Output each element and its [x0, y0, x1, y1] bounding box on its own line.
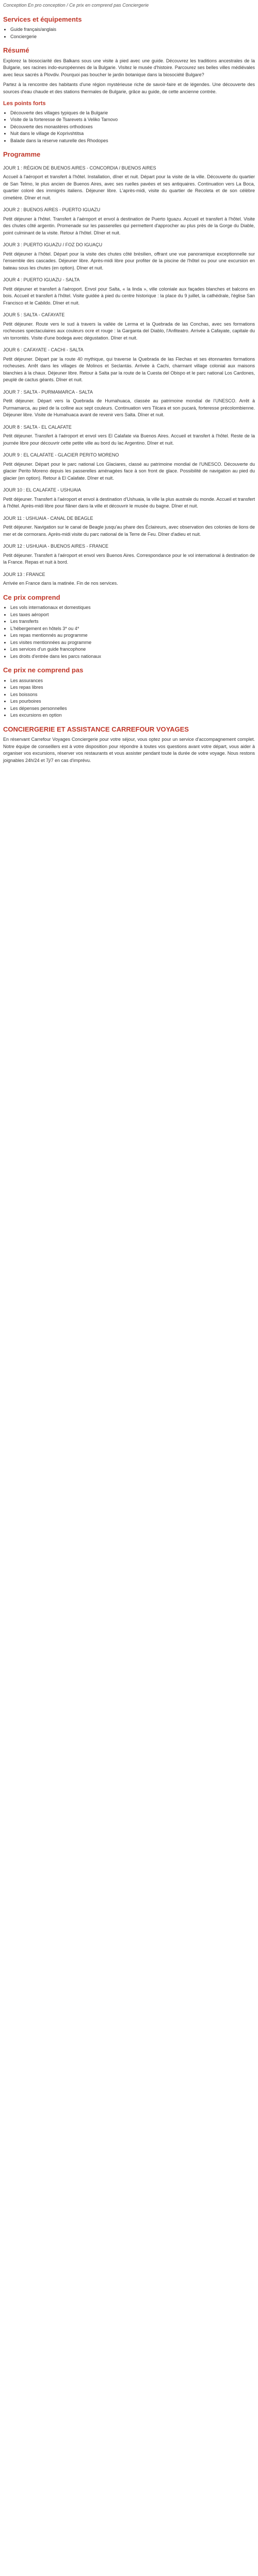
highlights-title: Les points forts [3, 100, 46, 107]
resume-title: Résumé [3, 46, 29, 54]
day-title: JOUR 11 : USHUAIA - CANAL DE BEAGLE [3, 515, 93, 521]
day-title: JOUR 2 : BUENOS AIRES - PUERTO IGUAZU [3, 207, 101, 212]
itinerary-day [3, 207, 255, 236]
itinerary-day [3, 277, 255, 307]
day-text: Arrivée en France dans la matinée. Fin de nos services. [3, 581, 118, 586]
day-text: Petit déjeuner à l'hôtel. Transfert à l'aéroport et envol à destination de Puerto Iguazu. Accueil et transfert à l'hôtel. Visite des chutes côté argentin. Promenade sur les passerelles qui permettent d'approcher au plus près de la Gorge du Diable, point culminant de la visite. Retour à l'hôtel. Dîner et nuit. [3, 216, 255, 235]
highlights-list [3, 110, 255, 145]
highlight-item: • Découverte des monastères orthodoxes [10, 124, 255, 131]
day-text: Accueil à l'aéroport et transfert à l'hôtel. Installation, dîner et nuit. Départ pour la visite de la ville. Découverte du quartier de San Telmo, le plus ancien de Buenos Aires, avec ses ruelles pavées et ses antiquaires. Continuation vers La Boca, quartier coloré des immigrés italiens. Déjeuner libre. L'après-midi, visite du quartier de Recoleta et de son célèbre cimetière. Dîner et nuit. [3, 174, 255, 200]
itinerary-day [3, 312, 255, 342]
resume-paragraph: Partez à la rencontre des habitants d'une région mystérieuse riche de savoir-faire et de légendes. Une découverte des sources d'eau chaude et des stations thermales de Bulgarie, grâce au guide, de cette ancienne contrée. [3, 82, 255, 94]
services-list [3, 26, 255, 40]
day-text: Petit déjeuner. Départ pour le parc national Los Glaciares, classé au patrimoine mondial de l'UNESCO. Découverte du glacier Perito Moreno depuis les passerelles aménagées face à son front de glace. Possibilité de navigation au pied du glacier (en option). Retour à El Calafate. Dîner et nuit. [3, 461, 255, 481]
day-title: JOUR 7 : SALTA - PURMAMARCA - SALTA [3, 389, 93, 395]
excluded-item: • Les pourboires [10, 698, 255, 705]
itinerary-day [3, 347, 255, 384]
itinerary-day [3, 487, 255, 510]
services-item: • Guide français/anglais [10, 26, 255, 33]
itinerary-title: Programme [3, 150, 41, 158]
excluded-item: • Les excursions en option [10, 712, 255, 719]
day-title: JOUR 6 : CAFAYATE - CACHI - SALTA [3, 347, 84, 352]
day-title: JOUR 8 : SALTA - EL CALAFATE [3, 424, 72, 430]
day-text: Petit déjeuner. Transfert à l'aéroport et envol vers El Calafate via Buenos Aires. Accueil et transfert à l'hôtel. Reste de la journée libre pour découvrir cette petite ville au bord du lac Argentino. Dîner et nuit. [3, 433, 255, 446]
day-text: Petit déjeuner. Transfert à l'aéroport et envol vers Buenos Aires. Correspondance pour le vol international à destination de la France. Repas et nuit à bord. [3, 552, 255, 565]
included-item: • Les services d'un guide francophone [10, 646, 255, 653]
concierge-text: En réservant Carrefour Voyages Conciergerie pour votre séjour, vous optez pour un service d'accompagnement complet. Notre équipe de conseillers est à votre disposition pour répondre à toutes vos questions avant votre départ, vous aider à organiser vos excursions, réserver vos restaurants et vous assister pendant toute la durée de votre voyage. Nous restons joignables 24h/24 et 7j/7 en cas d'imprévu. [3, 737, 255, 763]
included-item: • Les visites mentionnées au programme [10, 639, 255, 647]
itinerary-day [3, 571, 255, 587]
included-item: • Les repas mentionnés au programme [10, 632, 255, 639]
intro-note: Conception En pro conception / Ce prix en comprend pas Conciergerie [3, 3, 149, 8]
day-text: Petit déjeuner à l'hôtel. Départ pour la visite des chutes côté brésilien, offrant une vue panoramique exceptionnelle sur l'ensemble des cascades. Déjeuner libre. Après-midi libre pour profiter de la piscine de l'hôtel ou pour une excursion en bateau sous les chutes (en option). Dîner et nuit. [3, 251, 255, 270]
itinerary-day [3, 515, 255, 538]
page [0, 0, 258, 779]
included-item: • Les droits d'entrée dans les parcs nationaux [10, 653, 255, 660]
included-item: • Les transferts [10, 618, 255, 625]
excluded-item: • Les dépenses personnelles [10, 705, 255, 713]
itinerary-day [3, 452, 255, 482]
included-item: • L'hébergement en hôtels 3* ou 4* [10, 625, 255, 633]
highlight-item: • Balade dans la réserve naturelle des Rhodopes [10, 138, 255, 145]
day-text: Petit déjeuner. Navigation sur le canal de Beagle jusqu'au phare des Éclaireurs, avec observation des colonies de lions de mer et de cormorans. Après-midi visite du parc national de la Terre de Feu. Dîner d'adieu et nuit. [3, 524, 255, 537]
day-title: JOUR 5 : SALTA - CAFAYATE [3, 312, 65, 317]
day-title: JOUR 12 : USHUAIA - BUENOS AIRES - FRANCE [3, 544, 109, 549]
day-title: JOUR 4 : PUERTO IGUAZU - SALTA [3, 277, 80, 282]
highlight-item: • Nuit dans le village de Koprivshtitsa [10, 130, 255, 138]
included-item: • Les vols internationaux et domestiques [10, 604, 255, 612]
itinerary-day [3, 424, 255, 447]
excluded-item: • Les assurances [10, 677, 255, 685]
day-title: JOUR 3 : PUERTO IGUAZU / FOZ DO IGUAÇU [3, 242, 103, 247]
excluded-item: • Les boissons [10, 691, 255, 699]
included-list [3, 604, 255, 660]
services-title: Services et équipements [3, 15, 82, 23]
resume-paragraph: Explorez la biosociarité des Balkans sous une visite à pied avec une guide. Découvrez les traditions ancestrales de la Bulgarie, ses racines indo-européennes de la Bulgarie. Visitez le musée d'histoire. Parcourez ses belles villes médiévales avec lieux sacrés à Plovdiv. Pourquoi pas boucher le jardin botanique dans la biosociété Bulgare? [3, 58, 255, 77]
included-item: • Les taxes aéroport [10, 612, 255, 619]
day-title: JOUR 9 : EL CALAFATE - GLACIER PERITO MORENO [3, 452, 119, 457]
included-title: Ce prix comprend [3, 593, 60, 601]
excluded-title: Ce prix ne comprend pas [3, 666, 84, 674]
itinerary-day [3, 242, 255, 272]
itinerary-day [3, 543, 255, 566]
highlight-item: • Découverte des villages typiques de la Bulgarie [10, 110, 255, 117]
day-title: JOUR 13 : FRANCE [3, 571, 45, 577]
excluded-list [3, 677, 255, 719]
itinerary-day [3, 389, 255, 419]
day-text: Petit déjeuner. Départ par la route 40 mythique, qui traverse la Quebrada de las Flechas et ses étonnantes formations rocheuses. Arrêt dans les villages de Molinos et Seclantás. Arrivée à Cachi, charmant village colonial aux maisons blanchies à la chaux. Déjeuner libre. Retour à Salta par la route de la Cuesta del Obispo et le parc national Los Cardones, peuplé de cactus géants. Dîner et nuit. [3, 356, 255, 382]
concierge-title: CONCIERGERIE ET ASSISTANCE CARREFOUR VOYAGES [3, 725, 189, 733]
excluded-item: • Les repas libres [10, 684, 255, 691]
day-text: Petit déjeuner et transfert à l'aéroport. Envol pour Salta, « la linda », ville coloniale aux façades blanches et balcons en bois. Accueil et transfert à l'hôtel. Visite guidée à pied du centre historique : la place du 9 juillet, la cathédrale, l'église San Francisco et le Cabildo. Dîner et nuit. [3, 286, 255, 306]
itinerary-day [3, 165, 255, 202]
day-text: Petit déjeuner. Transfert à l'aéroport et envol à destination d'Ushuaia, la ville la plus australe du monde. Accueil et transfert à l'hôtel. Après-midi libre pour flâner dans la ville et découvrir le musée du bagne. Dîner et nuit. [3, 496, 255, 509]
day-text: Petit déjeuner. Route vers le sud à travers la vallée de Lerma et la Quebrada de las Conchas, avec ses formations rocheuses spectaculaires aux couleurs ocre et rouge : la Garganta del Diablo, l'Anfiteatro. Arrivée à Cafayate, capitale du vin torrontés. Visite d'une bodega avec dégustation. Dîner et nuit. [3, 321, 255, 341]
day-title: JOUR 1 : RÉGION DE BUENOS AIRES - CONCORDIA / BUENOS AIRES [3, 165, 156, 171]
day-text: Petit déjeuner. Départ vers la Quebrada de Humahuaca, classée au patrimoine mondial de l'UNESCO. Arrêt à Purmamarca, au pied de la colline aux sept couleurs. Continuation vers Tilcara et son pucará, forteresse précolombienne. Déjeuner libre. Visite de Humahuaca avant de revenir vers Salta. Dîner et nuit. [3, 398, 255, 417]
day-title: JOUR 10 : EL CALAFATE - USHUAIA [3, 487, 82, 493]
highlight-item: • Visite de la forteresse de Tsarevets à Veliko Tarnovo [10, 116, 255, 124]
services-item: • Conciergerie [10, 33, 255, 41]
